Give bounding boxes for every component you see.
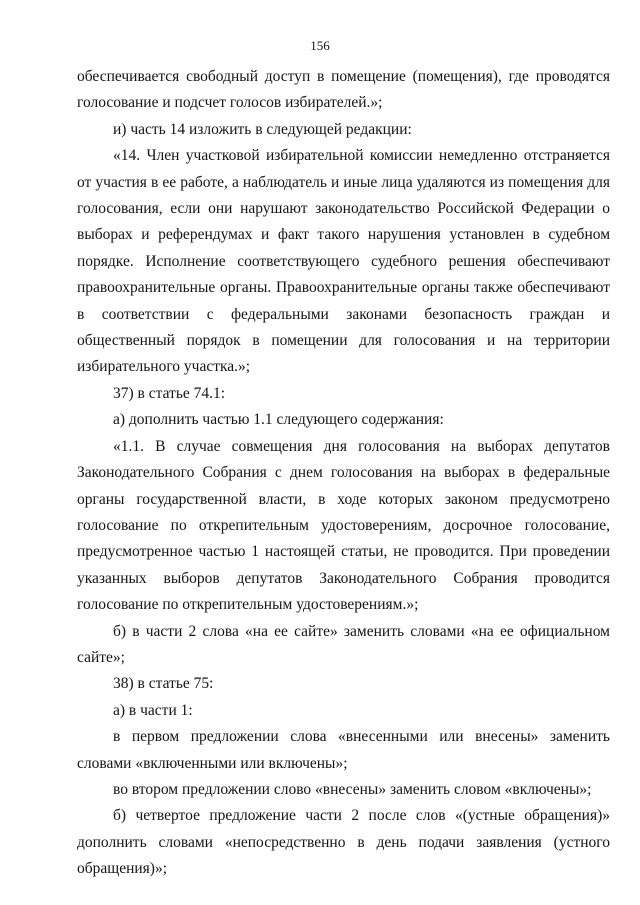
paragraph-item-37-b: б) в части 2 слова «на ее сайте» заменить словами «на ее официальном сайте»; <box>77 622 610 666</box>
paragraph-item-38-b: б) четвертое предложение части 2 после слов «(устные обращения)» дополнить словами «непосредственно в день подачи заявления (устного обращения)»; <box>77 807 610 878</box>
paragraph-part-1-1-text: «1.1. В случае совмещения дня голосования на выборах депутатов Законодательного Собрания с днем голосования на выборах в федеральные органы государственной власти, в ходе которых законом предусмотрено голосование по открепительным удостоверениям, досрочное голосование, предусмотренное частью 1 настоящей статьи, не проводится. При проведении указанных выборов депутатов Законодательного Собрания проводится голосование по открепительным удостоверениям.»; <box>77 437 610 614</box>
document-body <box>77 64 610 883</box>
paragraph-first-sentence: в первом предложении слова «внесенными или внесены» заменить словами «включенными или включены»; <box>77 728 610 772</box>
paragraph-part-14-text: «14. Член участковой избирательной комиссии немедленно отстраняется от участия в ее работе, а наблюдатель и иные лица удаляются из помещения для голосования, если они нарушают законодательство Российской Федерации о выборах и референдумах и факт такого нарушения установлен в судебном порядке. Исполнение соответствующего судебного решения обеспечивают правоохранительные органы. Правоохранительные органы также обеспечивают в соответствии с федеральными законами безопасность граждан и общественный порядок в помещении для голосования и на территории избирательного участка.»; <box>77 147 610 376</box>
paragraph-item-38-a: а) в части 1: <box>113 701 193 719</box>
paragraph-continuation: обеспечивается свободный доступ в помещение (помещения), где проводятся голосование и подсчет голосов избирателей.»; <box>77 68 610 112</box>
paragraph-second-sentence: во втором предложении слово «внесены» заменить словом «включены»; <box>113 780 592 798</box>
paragraph-item-38: 38) в статье 75: <box>113 675 214 693</box>
paragraph-item-37-a: а) дополнить частью 1.1 следующего содержания: <box>113 411 444 429</box>
paragraph-item-i: и) часть 14 изложить в следующей редакции: <box>113 120 412 138</box>
page-number: 156 <box>310 38 330 53</box>
paragraph-item-37: 37) в статье 74.1: <box>113 384 226 402</box>
